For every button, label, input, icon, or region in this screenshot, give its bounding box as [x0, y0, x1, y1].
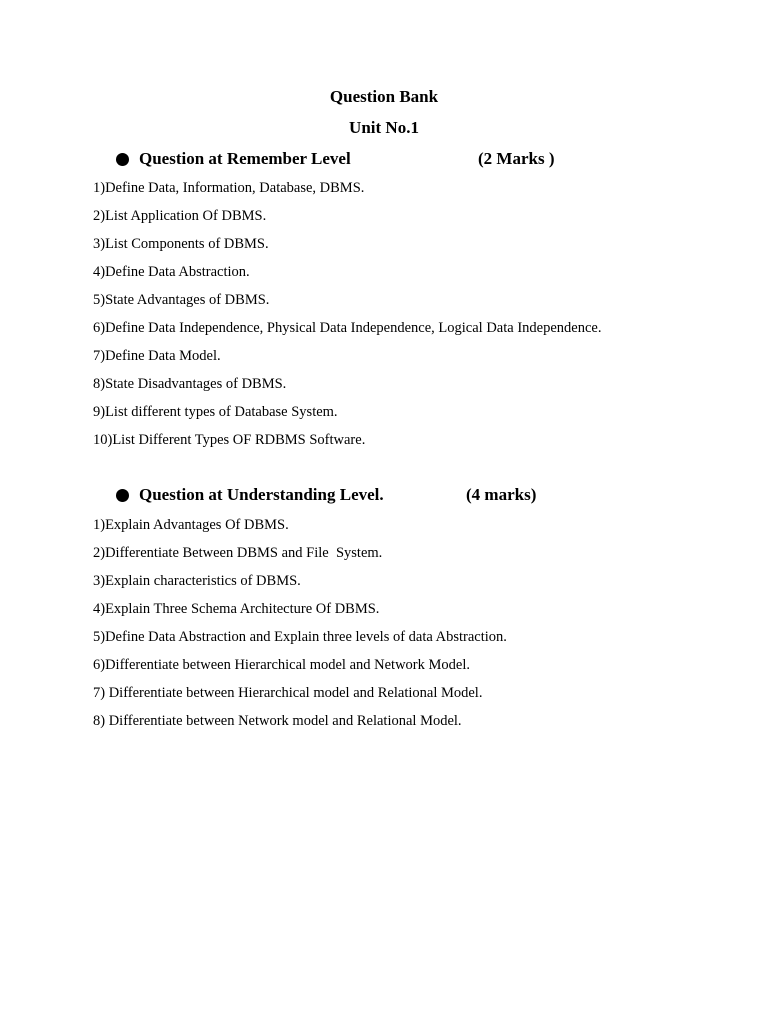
question-item: 9)List different types of Database System.	[93, 404, 338, 420]
section-marks: (4 marks)	[466, 485, 537, 504]
section-marks: (2 Marks )	[478, 149, 555, 168]
question-item: 4)Explain Three Schema Architecture Of DBMS.	[93, 601, 380, 617]
question-item: 1)Define Data, Information, Database, DBMS.	[93, 180, 365, 196]
question-item: 6)Differentiate between Hierarchical model and Network Model.	[93, 657, 470, 673]
question-item: 10)List Different Types OF RDBMS Software.	[93, 432, 366, 448]
question-item: 8) Differentiate between Network model and Relational Model.	[93, 713, 462, 729]
question-item: 7) Differentiate between Hierarchical model and Relational Model.	[93, 685, 483, 701]
question-item: 3)Explain characteristics of DBMS.	[93, 573, 301, 589]
question-item: 6)Define Data Independence, Physical Data Independence, Logical Data Independence.	[93, 320, 602, 336]
question-item: 3)List Components of DBMS.	[93, 236, 269, 252]
question-item: 1)Explain Advantages Of DBMS.	[93, 517, 289, 533]
question-item: 5)Define Data Abstraction and Explain three levels of data Abstraction.	[93, 629, 507, 645]
question-item: 7)Define Data Model.	[93, 348, 221, 364]
bullet-icon	[116, 153, 129, 166]
question-list-understanding	[93, 516, 507, 740]
bullet-icon	[116, 489, 129, 502]
section-title: Question at Remember Level	[139, 149, 351, 168]
question-item: 8)State Disadvantages of DBMS.	[93, 376, 287, 392]
question-item: 4)Define Data Abstraction.	[93, 264, 250, 280]
document-title: Question Bank	[329, 87, 439, 106]
question-item: 2)Differentiate Between DBMS and File System.	[93, 545, 383, 561]
question-list-remember	[93, 179, 601, 459]
unit-heading: Unit No.1	[349, 118, 419, 137]
question-item: 2)List Application Of DBMS.	[93, 208, 267, 224]
question-item: 5)State Advantages of DBMS.	[93, 292, 270, 308]
section-title: Question at Understanding Level.	[139, 485, 384, 504]
